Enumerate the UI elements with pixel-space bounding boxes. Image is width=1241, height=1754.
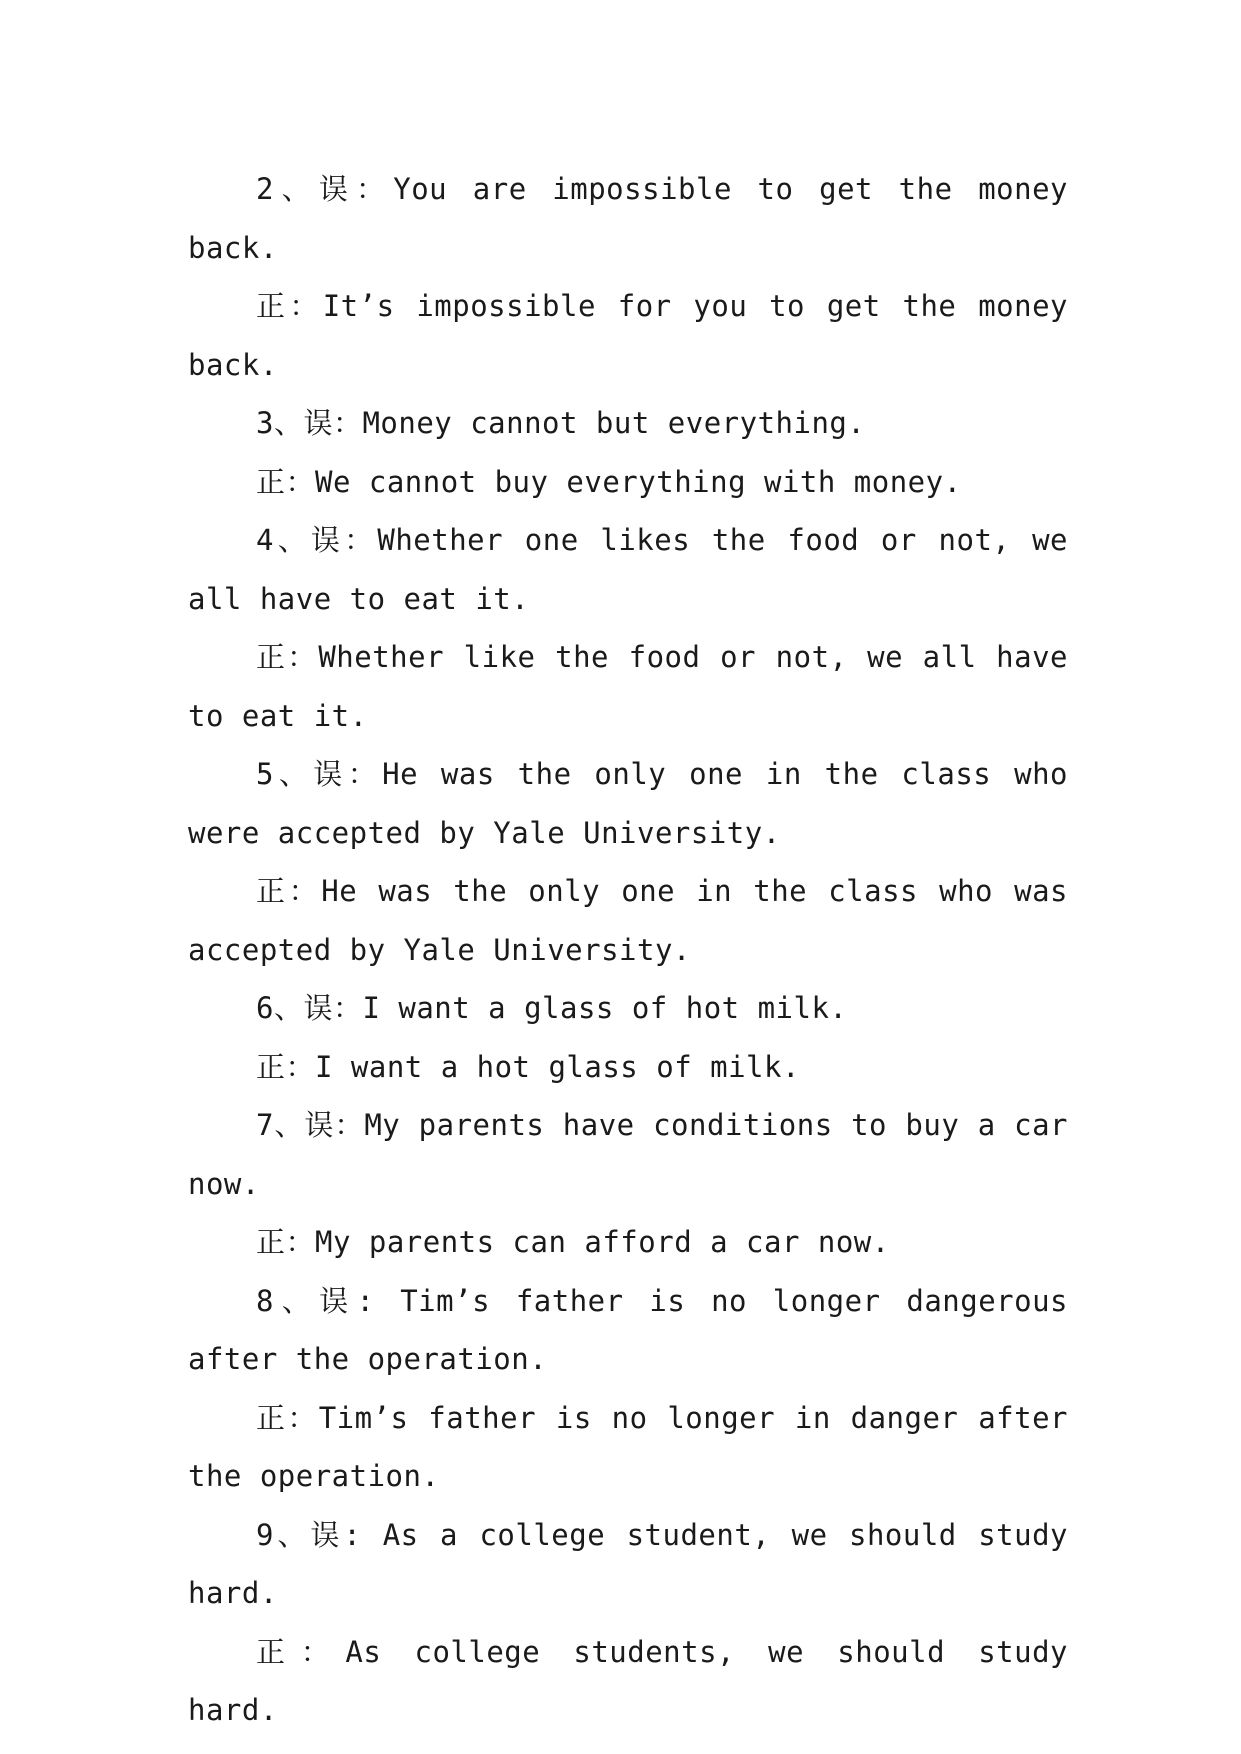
paragraph-8-correct: 正：Tim’s father is no longer in danger after the operation.	[188, 1400, 1068, 1493]
paragraph-8-wrong: 8、误: Tim’s father is no longer dangerous after the operation.	[188, 1283, 1068, 1376]
paragraph-2-correct: 正：It’s impossible for you to get the money back.	[188, 289, 1068, 382]
paragraph-3-wrong: 3、误：Money cannot but everything.	[256, 406, 866, 440]
paragraph-4-correct: 正：Whether like the food or not, we all have to eat it.	[188, 640, 1068, 733]
paragraph-9-correct: 正：As college students, we should study hard.	[188, 1634, 1068, 1727]
document-body	[188, 160, 1068, 1740]
paragraph-6-wrong: 6、误：I want a glass of hot milk.	[256, 991, 848, 1025]
paragraph-4-wrong: 4、误：Whether one likes the food or not, we all have to eat it.	[188, 523, 1068, 616]
paragraph-9-wrong: 9、误: As a college student, we should study hard.	[188, 1517, 1068, 1610]
paragraph-5-wrong: 5、误：He was the only one in the class who were accepted by Yale University.	[188, 757, 1068, 850]
paragraph-3-correct: 正：We cannot buy everything with money.	[256, 464, 962, 499]
paragraph-5-correct: 正：He was the only one in the class who was accepted by Yale University.	[188, 874, 1068, 967]
paragraph-6-correct: 正：I want a hot glass of milk.	[256, 1049, 800, 1084]
paragraph-2-wrong: 2、误：You are impossible to get the money back.	[188, 172, 1068, 265]
paragraph-7-correct: 正：My parents can afford a car now.	[256, 1225, 890, 1259]
paragraph-7-wrong: 7、误：My parents have conditions to buy a car now.	[188, 1108, 1068, 1201]
